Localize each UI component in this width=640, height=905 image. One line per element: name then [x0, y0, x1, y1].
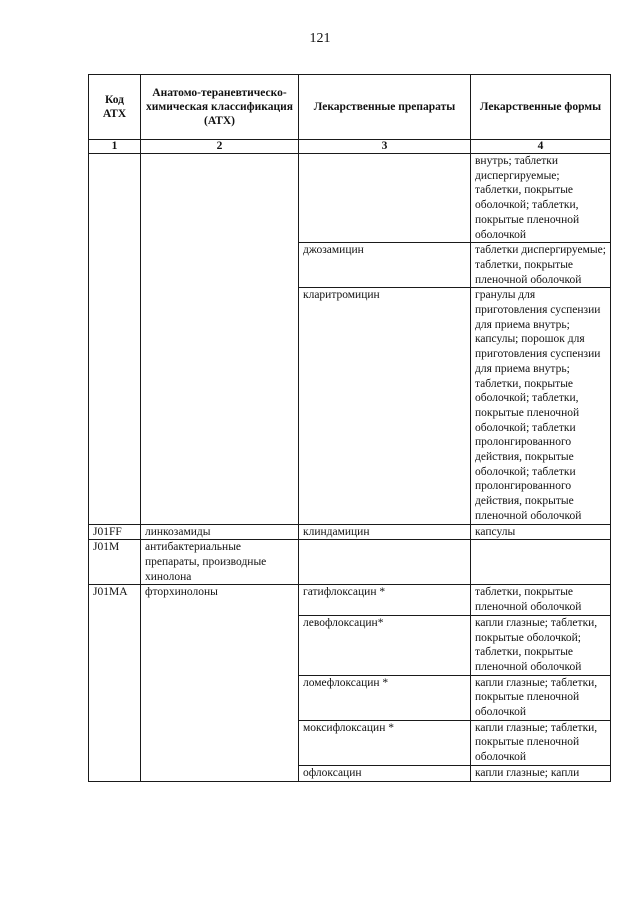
forms-cell: таблетки диспергируемые; таблетки, покрытые пленочной оболочкой [471, 243, 611, 288]
drug-cell: левофлоксацин* [299, 615, 471, 675]
column-number: 2 [141, 140, 299, 154]
drug-cell: клиндамицин [299, 524, 471, 540]
code-cell: J01MA [89, 585, 141, 781]
drug-cell: ломефлоксацин * [299, 675, 471, 720]
column-number: 4 [471, 140, 611, 154]
forms-cell: капли глазные; таблетки, покрытые пленочной оболочкой [471, 675, 611, 720]
forms-cell: гранулы для приготовления суспензии для приема внутрь; капсулы; порошок для приготовления суспензии для приема внутрь; таблетки, покрытые оболочкой; таблетки, покрытые пленочной оболочкой; таблетки пролонгированного действия, покрытые оболочкой; таблетки пролонгированного действия, покрытые пленочной оболочкой [471, 288, 611, 524]
drug-cell: моксифлоксацин * [299, 720, 471, 765]
column-number-row [89, 140, 611, 154]
classification-cell: антибактериальные препараты, производные хинолона [141, 540, 299, 585]
forms-cell: капли глазные; таблетки, покрытые пленочной оболочкой [471, 720, 611, 765]
atx-table [88, 74, 611, 782]
drug-cell [299, 154, 471, 243]
forms-cell: капсулы [471, 524, 611, 540]
table-row [89, 524, 611, 540]
forms-cell: капли глазные; таблетки, покрытые оболочкой; таблетки, покрытые пленочной оболочкой [471, 615, 611, 675]
drug-cell: кларитромицин [299, 288, 471, 524]
classification-cell: фторхинолоны [141, 585, 299, 781]
table-row [89, 154, 611, 243]
page-number: 121 [309, 31, 331, 46]
forms-cell: внутрь; таблетки диспергируемые; таблетки, покрытые оболочкой; таблетки, покрытые пленочной оболочкой [471, 154, 611, 243]
header-classification: Анатомо-тераневтическо-химическая классификация (АТХ) [141, 75, 299, 140]
header-code: Код АТХ [89, 75, 141, 140]
code-cell: J01FF [89, 524, 141, 540]
drug-cell: гатифлоксацин * [299, 585, 471, 615]
code-cell [89, 154, 141, 525]
classification-cell [141, 154, 299, 525]
code-cell: J01M [89, 540, 141, 585]
drug-cell [299, 540, 471, 585]
header-forms: Лекарственные формы [471, 75, 611, 140]
drug-cell: офлоксацин [299, 765, 471, 781]
column-number: 1 [89, 140, 141, 154]
column-number: 3 [299, 140, 471, 154]
table-row [89, 540, 611, 585]
header-row [89, 75, 611, 140]
table-row [89, 585, 611, 615]
forms-cell [471, 540, 611, 585]
forms-cell: капли глазные; капли [471, 765, 611, 781]
header-drugs: Лекарственные препараты [299, 75, 471, 140]
forms-cell: таблетки, покрытые пленочной оболочкой [471, 585, 611, 615]
classification-cell: линкозамиды [141, 524, 299, 540]
drug-cell: джозамицин [299, 243, 471, 288]
